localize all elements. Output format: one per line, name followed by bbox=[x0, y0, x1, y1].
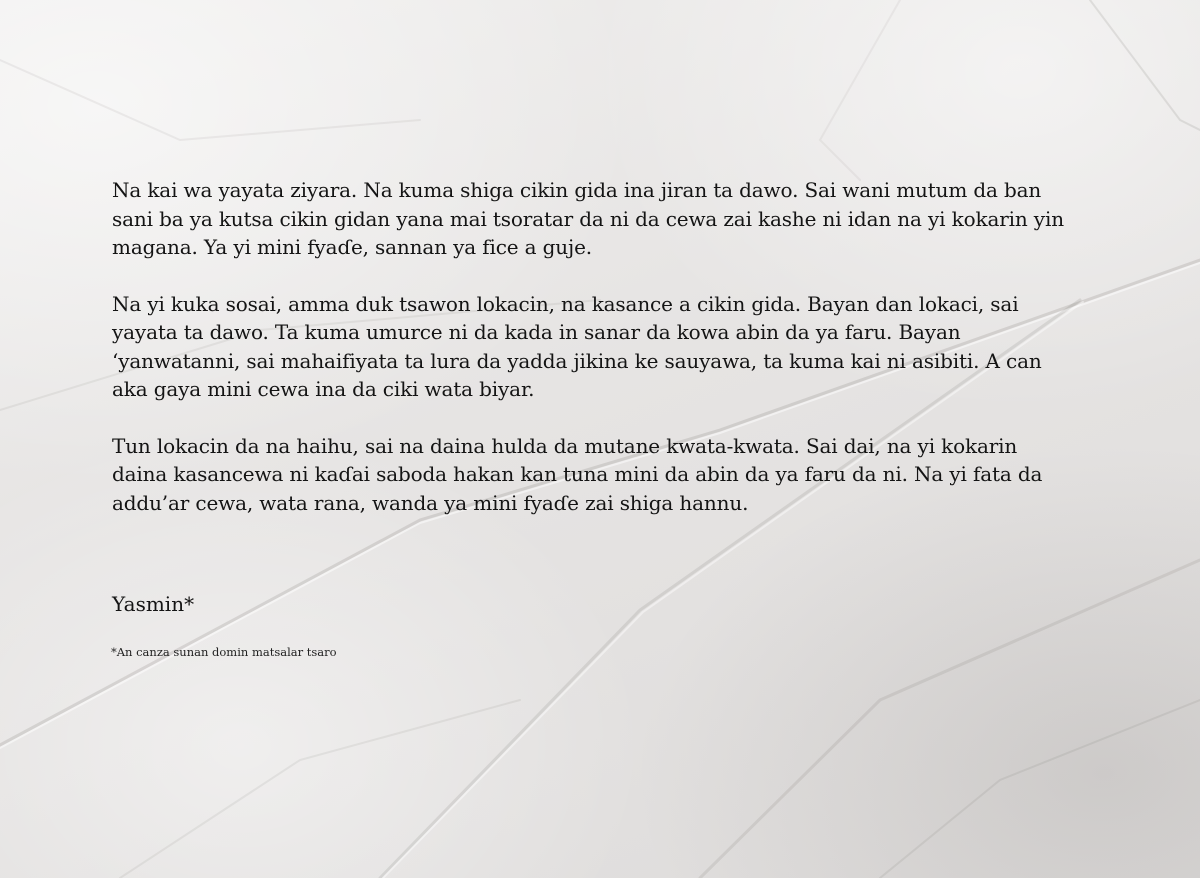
letter-paragraph-1: Na kai wa yayata ziyara. Na kuma shiga cikin gida ina jiran ta dawo. Sai wani mutum da ban sani ba ya kutsa cikin gidan yana mai tsoratar da ni da cewa zai kashe ni idan na yi kokarin yin magana. Ya yi mini fyaɗe, sannan ya fice a guje. bbox=[112, 178, 1064, 259]
letter-paragraph-3: Tun lokacin da na haihu, sai na daina hulda da mutane kwata-kwata. Sai dai, na yi kokarin daina kasancewa ni kaɗai saboda hakan kan tuna mini da abin da ya faru da ni. Na yi fata da addu’ar cewa, wata rana, wanda ya mini fyaɗe zai shiga hannu. bbox=[112, 433, 1043, 515]
letter-body bbox=[112, 176, 1072, 545]
signature: Yasmin* bbox=[112, 592, 195, 616]
footnote: *An canza sunan domin matsalar tsaro bbox=[111, 645, 337, 659]
letter-paragraph-2: Na yi kuka sosai, amma duk tsawon lokacin, na kasance a cikin gida. Bayan dan lokaci, sai yayata ta dawo. Ta kuma umurce ni da kada in sanar da kowa abin da ya faru. Bayan ‘yanwatanni, sai mahaifiyata ta lura da yadda jikina ke sauyawa, ta kuma kai ni asibiti. A can aka gaya mini cewa ina da ciki wata biyar. bbox=[112, 291, 1042, 401]
